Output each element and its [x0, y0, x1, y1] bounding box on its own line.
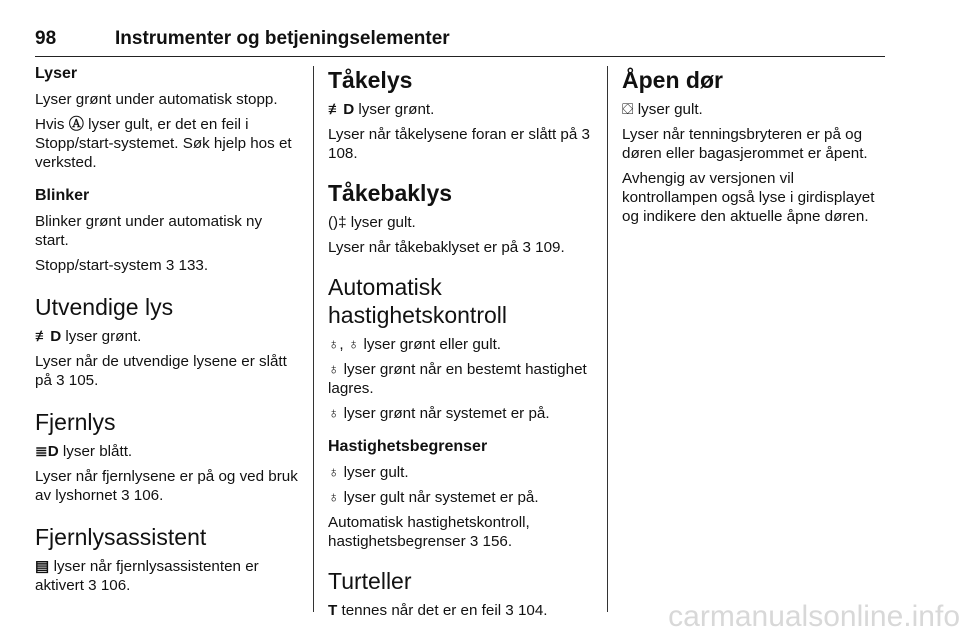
paragraph [35, 327, 300, 346]
text: lyser gult. [633, 101, 703, 118]
paragraph [35, 467, 300, 505]
paragraph [328, 100, 598, 119]
paragraph [35, 115, 300, 172]
section-heading-hastighetsbegrenser: Hastighetsbegrenser [328, 438, 488, 455]
door-open-icon: ⛋ [622, 101, 634, 118]
watermark: carmanualsonline.info [668, 600, 960, 633]
text: , [339, 336, 348, 353]
page-reference[interactable]: 3 109. [522, 239, 565, 256]
autostop-icon: Ⓐ [68, 116, 84, 133]
text: Lyser når tåkebaklyset er på [328, 239, 523, 256]
paragraph [328, 463, 598, 482]
exterior-light-icon: ≢D [35, 328, 62, 345]
high-beam-assist-icon: ▤ [35, 558, 50, 575]
text: lyser gult. [339, 464, 409, 481]
rear-fog-light-icon: ()‡ [328, 214, 347, 231]
text: lyser grønt. [354, 101, 435, 118]
cruise-control-active-icon: ♁ [328, 405, 340, 422]
section-heading-takelys: Tåkelys [328, 67, 413, 93]
paragraph: Blinker grønt under automatisk ny start. [35, 213, 263, 249]
text: lyser blått. [58, 443, 133, 460]
paragraph [35, 256, 300, 275]
paragraph [35, 557, 300, 595]
text: Lyser når tåkelysene foran er slått på [328, 126, 582, 143]
text: Automatisk hastighetskontroll, hastighetsbegrenser [328, 514, 530, 550]
page-title: Instrumenter og betjeningselementer [115, 28, 450, 49]
page-reference[interactable]: 3 105. [56, 372, 99, 389]
cruise-control-icon: ♁ [328, 336, 340, 353]
text: Lyser når de utvendige lysene er slått på [35, 353, 287, 389]
section-heading-blinker: Blinker [35, 187, 90, 204]
column-divider [313, 66, 314, 612]
paragraph [622, 100, 892, 119]
text: Stopp/start-system [35, 257, 166, 274]
text: lyser grønt når en bestemt hastighet lagres. [328, 361, 587, 397]
section-heading-fjernlys: Fjernlys [35, 409, 116, 435]
cruise-control-active-icon: ♁ [347, 336, 360, 353]
column-1 [35, 64, 300, 601]
column-2 [328, 64, 598, 626]
paragraph [328, 488, 598, 507]
page-reference[interactable]: 3 133. [165, 257, 209, 274]
section-heading-automatisk-hastighetskontroll: Automatisk hastighetskontroll [328, 274, 507, 328]
section-heading-utvendige-lys: Utvendige lys [35, 294, 174, 320]
text: lyser gult, er det en feil i Stopp/start-systemet. Søk hjelp hos et verksted. [35, 116, 292, 171]
text: Hvis [35, 116, 69, 133]
text: lyser når fjernlysassistenten er aktivert [35, 558, 259, 594]
paragraph [35, 442, 300, 461]
paragraph [328, 360, 598, 398]
speed-limiter-icon: ♁ [328, 489, 340, 506]
section-heading-turteller: Turteller [328, 568, 412, 594]
page-number: 98 [35, 28, 57, 49]
page-reference[interactable]: 3 108. [328, 126, 590, 162]
section-heading-apen-dor: Åpen dør [622, 67, 723, 93]
paragraph [328, 213, 598, 232]
paragraph: Lyser når tenningsbryteren er på og døren eller bagasjerommet er åpent. [622, 126, 868, 162]
text: lyser grønt eller gult. [359, 336, 502, 353]
column-3 [622, 64, 892, 232]
text: lyser grønt når systemet er på. [339, 405, 550, 422]
paragraph [328, 238, 598, 257]
section-heading-lyser: Lyser [35, 65, 78, 82]
fog-light-icon: ≢D [328, 101, 355, 118]
column-divider [607, 66, 608, 612]
page-header [35, 28, 885, 57]
page-reference[interactable]: 3 106. [121, 487, 164, 504]
page-reference[interactable]: 3 106. [88, 577, 131, 594]
text: lyser gult når systemet er på. [339, 489, 539, 506]
section-heading-fjernlysassistent: Fjernlysassistent [35, 524, 207, 550]
page-reference[interactable]: 3 156. [469, 533, 513, 550]
page-reference[interactable]: 3 104. [505, 602, 548, 619]
tachometer-icon: T [328, 602, 338, 619]
paragraph [328, 513, 598, 551]
section-heading-takebaklys: Tåkebaklys [328, 180, 453, 206]
paragraph [328, 335, 598, 354]
text: Lyser når fjernlysene er på og ved bruk av lyshornet [35, 468, 298, 504]
high-beam-icon: ≣D [35, 443, 59, 460]
cruise-control-icon: ♁ [328, 361, 340, 378]
paragraph [35, 352, 300, 390]
text: tennes når det er en feil [337, 602, 506, 619]
paragraph [328, 125, 598, 163]
speed-limiter-icon: ♁ [328, 464, 340, 481]
paragraph: Avhengig av versjonen vil kontrollampen også lyse i girdisplayet og indikere den aktuelle åpne døren. [622, 170, 875, 225]
paragraph: Lyser grønt under automatisk stopp. [35, 91, 278, 108]
text: lyser gult. [346, 214, 416, 231]
text: lyser grønt. [61, 328, 142, 345]
paragraph [328, 404, 598, 423]
